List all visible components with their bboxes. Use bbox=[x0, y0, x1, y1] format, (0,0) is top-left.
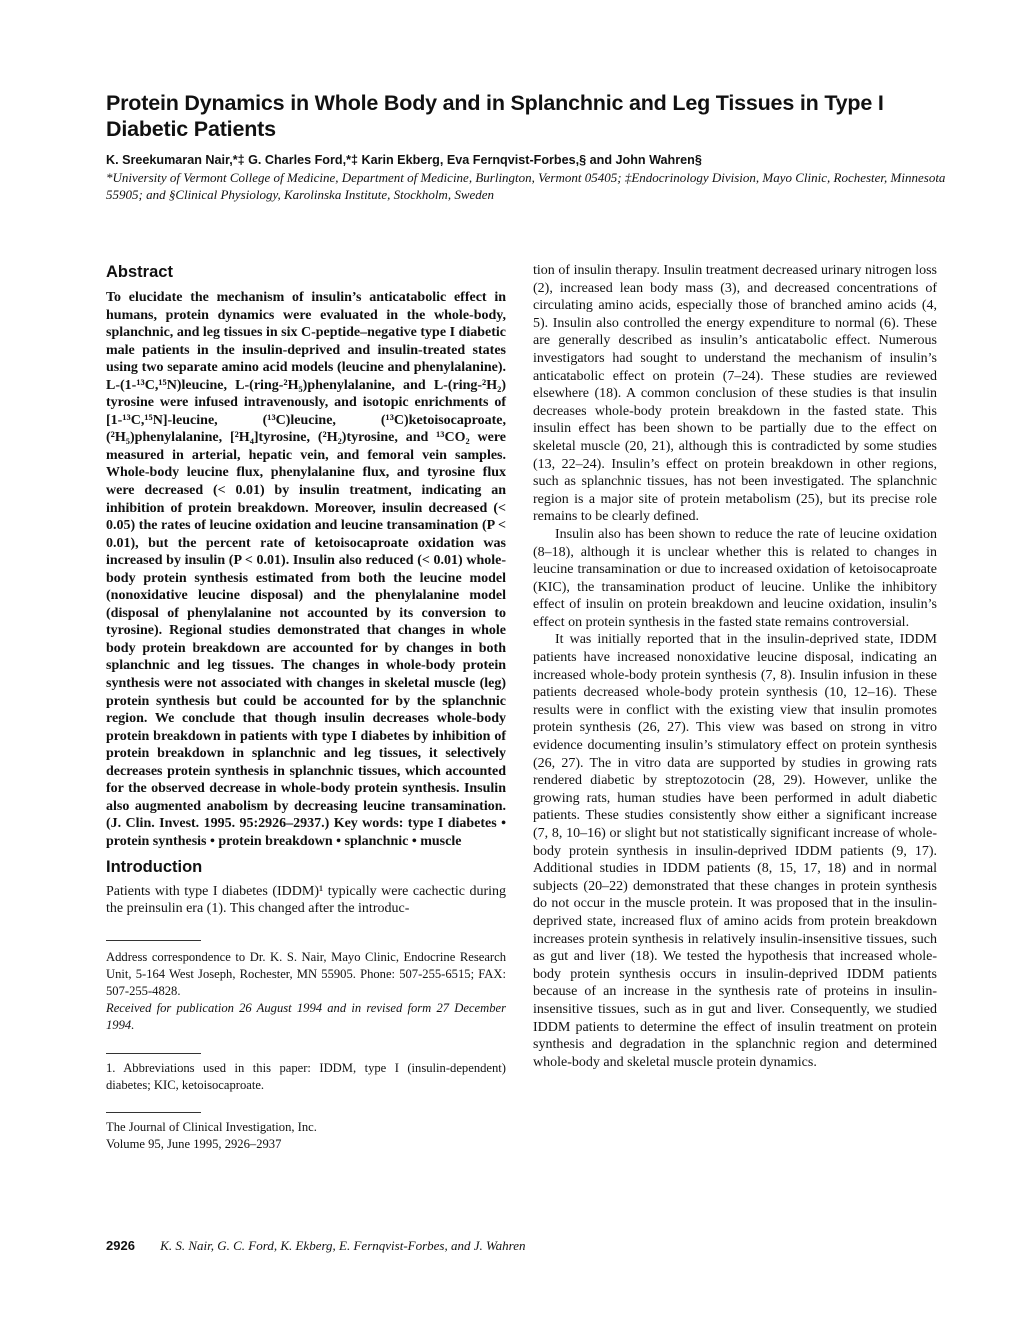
abstract-text: To elucidate the mechanism of insulin’s anticatabolic effect in humans, protein dynamics were evaluated in the whole-body, splanchnic, and leg tissues in six C-peptide–negative type I diabetic male patients in the insulin-deprived and insulin-treated states using two separate amino acid models (leucine and phenylalanine). L-(1-¹³C,¹⁵N)leucine, L-(ring-²H₅)phenylalanine, and L-(ring-²H₂) tyrosine were infused intravenously, and isotopic enrichments of [1-¹³C,¹⁵N]-leucine, (¹³C)leucine, (¹³C)ketoisocaproate, (²H₅)phenylalanine, [²H₄]tyrosine, (²H₂)tyrosine, and ¹³CO₂ were measured in arterial, hepatic vein, and femoral vein samples. Whole-body leucine flux, phenylalanine flux, and tyrosine flux were decreased (< 0.01) by insulin treatment, indicating an inhibition of protein breakdown. Moreover, insulin decreased (< 0.05) the rates of leucine oxidation and leucine transamination (P < 0.01), but the percent rate of ketoisocaproate oxidation was increased by insulin (P < 0.01). Insulin also reduced (< 0.01) whole-body protein synthesis estimated from both the leucine model (nonoxidative leucine disposal) and the phenylalanine model (disposal of phenylalanine not accounted by its conversion to tyrosine). Regional studies demonstrated that changes in whole body protein breakdown are accounted for by changes in both splanchnic and leg tissues. The changes in whole-body protein synthesis were not associated with changes in skeletal muscle (leg) protein synthesis but could be accounted for by the splanchnic region. We conclude that though insulin decreases whole-body protein breakdown in patients with type I diabetes by inhibition of protein breakdown in splanchnic and leg tissues, it selectively decreases protein synthesis in splanchnic tissues, which accounted for the observed decrease in whole-body protein synthesis. Insulin also augmented anabolism by decreasing leucine transamination. (J. Clin. Invest. 1995. 95:2926–2937.) Key words: type I diabetes • protein synthesis • protein breakdown • splanchnic • muscle bbox=[106, 290, 506, 849]
footnote-rule bbox=[106, 1053, 201, 1054]
footnote-rule bbox=[106, 1112, 201, 1113]
page-footer bbox=[106, 1237, 525, 1254]
intro-paragraph-1: tion of insulin therapy. Insulin treatment decreased urinary nitrogen loss (2), increased lean body mass (3), and decreased concentrations of circulating amino acids, especially those of branched amino acids (4, 5). Insulin also controlled the energy expenditure to normal (6). These are generally described as insulin’s anticatabolic effect. Numerous investigators had sought to understand the mechanism of insulin’s anticatabolic effect on protein (7–24). These studies are reviewed elsewhere (18). A common conclusion of these studies is that insulin decreases whole-body protein breakdown in the fasted state. This insulin effect has been shown to be partially due to the effect on skeletal muscle (20, 21), although this is contradicted by some studies (13, 22–24). Insulin’s effect on protein breakdown in other regions, such as splanchnic tissues, has not been investigated. The splanchnic region is a major site of protein metabolism (25), but its precise role remains to be clearly defined. bbox=[533, 263, 937, 525]
running-authors: K. S. Nair, G. C. Ford, K. Ekberg, E. Fernqvist-Forbes, and J. Wahren bbox=[160, 1238, 526, 1253]
footnote-rule bbox=[106, 940, 201, 941]
introduction-paragraph: Patients with type I diabetes (IDDM)¹ typically were cachectic during the preinsulin era (1). This changed after the introduc- bbox=[106, 883, 506, 917]
abbreviation-footnote bbox=[106, 1045, 506, 1094]
correspondence-footnote bbox=[106, 931, 506, 1034]
received-note: Received for publication 26 August 1994 and in revised form 27 December 1994. bbox=[106, 1000, 506, 1032]
address-note: Address correspondence to Dr. K. S. Nair, Mayo Clinic, Endocrine Research Unit, 5-164 West Joseph, Rochester, MN 55905. Phone: 507-255-6515; FAX: 507-255-4828. bbox=[106, 949, 506, 998]
right-column bbox=[533, 262, 937, 1071]
journal-name: The Journal of Clinical Investigation, Inc. bbox=[106, 1119, 317, 1134]
journal-footnote bbox=[106, 1104, 506, 1153]
author-list: K. Sreekumaran Nair,*‡ G. Charles Ford,*‡ Karin Ekberg, Eva Fernqvist-Forbes,§ and John Wahren§ bbox=[106, 153, 702, 167]
intro-paragraph-2: Insulin also has been shown to reduce the rate of leucine oxidation (8–18), although it is unclear whether this is related to changes in leucine transamination or due to increased oxidation of ketoisocaproate (KIC), the transamination product of leucine. Unlike the inhibitory effect of insulin on protein breakdown and leucine oxidation, insulin’s effect on protein synthesis in the fasted state remains controversial. bbox=[533, 526, 937, 630]
page-number: 2926 bbox=[106, 1238, 135, 1253]
author-affiliations: *University of Vermont College of Medicine, Department of Medicine, Burlington, Vermont 05405; ‡Endocrinology Division, Mayo Clinic, Rochester, Minnesota 55905; and §Clinical Physiology, Karolinska Institute, Stockholm, Sweden bbox=[106, 170, 946, 202]
introduction-heading: Introduction bbox=[106, 857, 203, 876]
intro-paragraph-3: It was initially reported that in the insulin-deprived state, IDDM patients have increased nonoxidative leucine disposal, indicating an increased whole-body protein synthesis (7, 8). Insulin infusion in these patients decreased whole-body protein synthesis (10, 12–16). These results were in conflict with the existing view that insulin promotes protein synthesis (26, 27). This view was based on strong in vitro evidence documenting insulin’s stimulatory effect on protein synthesis (26, 27). The in vitro data are supported by studies in growing rats rendered diabetic by streptozotocin (28, 29). However, unlike the growing rats, human studies have been performed in adult diabetic patients. These studies consistently show either a significant increase (7, 8, 10–16) or slight but not statistically significant increase of whole-body protein synthesis in insulin-deprived IDDM patients (9, 17). Additional studies in IDDM patients (8, 15, 17, 18) and in normal subjects (20–22) demonstrated that these changes in protein synthesis do not occur in the muscle protein. It was proposed that in the insulin-deprived state, increased flux of amino acids from protein breakdown increases protein synthesis in relatively insulin-insensitive tissues, such as gut and liver (18). We tested the hypothesis that increased whole-body protein synthesis occurs in insulin-deprived IDDM patients because of an increase in the synthesis rate of proteins in insulin-insensitive tissues, such as in gut and liver. Consequently, we studied IDDM patients to determine the effect of insulin treatment on protein synthesis and degradation in the splanchnic region and determined whole-body and skeletal muscle protein dynamics. bbox=[533, 632, 937, 1070]
left-column bbox=[106, 262, 506, 1153]
abstract-heading: Abstract bbox=[106, 263, 173, 281]
abbreviations-note: 1. Abbreviations used in this paper: IDDM, type I (insulin-dependent) diabetes; KIC, ketoisocaproate. bbox=[106, 1060, 506, 1092]
journal-volume: Volume 95, June 1995, 2926–2937 bbox=[106, 1136, 282, 1151]
article-title: Protein Dynamics in Whole Body and in Splanchnic and Leg Tissues in Type I Diabetic Patients bbox=[106, 91, 884, 141]
